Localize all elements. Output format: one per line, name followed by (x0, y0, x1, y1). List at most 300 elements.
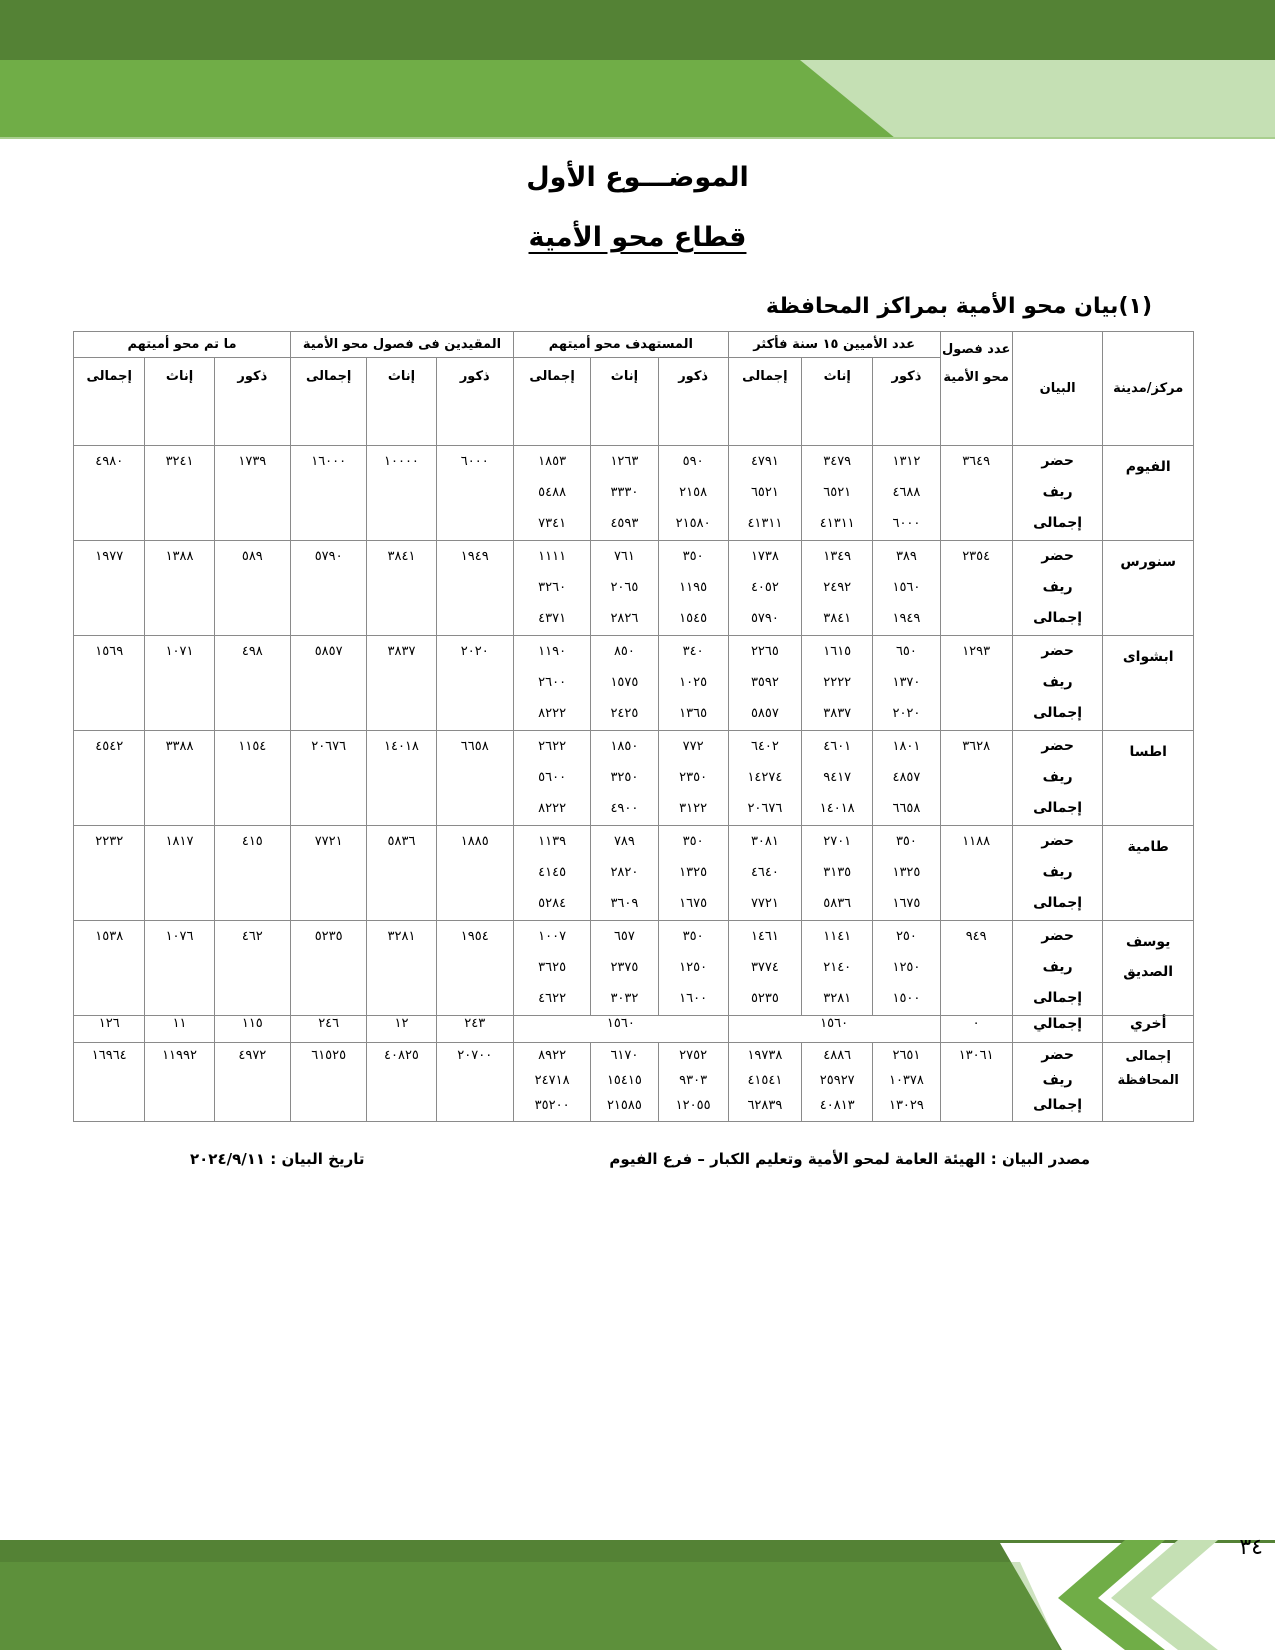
value: ١٨١٧ (165, 834, 194, 849)
value: ٢٠٦٧٦ (311, 739, 347, 754)
value: ٤٣٧١ (538, 611, 567, 626)
value: ١٣٠٢٩ (888, 1098, 924, 1113)
label-total: إجمالى (1033, 1097, 1083, 1113)
value: ٩٣٠٣ (679, 1073, 708, 1088)
page-title: الموضـــوع الأول (526, 162, 749, 193)
value: ١٠٠٧ (538, 929, 567, 944)
label-urban: حضر (1041, 928, 1074, 944)
done-male (214, 731, 290, 826)
ill-male (873, 826, 940, 921)
header-band (0, 0, 1275, 140)
value: ٦٥٧ (613, 929, 635, 944)
ill-male (873, 446, 940, 541)
data-date: تاريخ البيان : ٢٠٢٤/٩/١١ (190, 1150, 365, 1168)
tgt-female (591, 541, 658, 636)
value: ٣٢٥٠ (610, 770, 639, 785)
enr-male (436, 826, 513, 921)
classes-cell (940, 826, 1012, 921)
done-female (145, 1043, 214, 1122)
footer-band (0, 1540, 1275, 1650)
enr-female (367, 731, 436, 826)
tgt-male (658, 921, 728, 1016)
ill-total (728, 1043, 801, 1122)
value: ١٣٢٥ (679, 865, 708, 880)
value: ٢٥٩٢٧ (819, 1073, 855, 1088)
ill-total: ١٥٦٠ (728, 1016, 940, 1043)
statement-labels (1012, 921, 1103, 1016)
value: ١٩٧٣٨ (747, 1048, 783, 1063)
value: ٥٦٠٠ (538, 770, 567, 785)
label-urban: حضر (1041, 833, 1074, 849)
ill-total (728, 921, 801, 1016)
label-total: إجمالى (1033, 800, 1083, 816)
value: ٣٥٢٠٠ (534, 1098, 570, 1113)
value: ٤١٤٥ (538, 865, 567, 880)
header-male: ذكور (873, 358, 940, 446)
value: ١٦٧٥ (892, 896, 921, 911)
value: ٤١٥٤١ (747, 1073, 783, 1088)
enr-female (367, 541, 436, 636)
done-male (214, 541, 290, 636)
page-subtitle: قطاع محو الأمية (528, 222, 747, 253)
value: ٧٧٢ (682, 739, 704, 754)
value: ٤١٣١١ (819, 516, 855, 531)
enr-male (436, 636, 513, 731)
value: ١٨٥٣ (538, 454, 567, 469)
tgt-total (513, 1043, 590, 1122)
value: ١١٩٥ (679, 580, 708, 595)
statement-labels (1012, 636, 1103, 731)
statement-labels (1012, 1043, 1103, 1122)
page-number: ٣٤ (1239, 1535, 1263, 1560)
value: ١٥٦٩ (95, 644, 124, 659)
header-center: مركز/مدينة (1103, 332, 1194, 446)
value: ١٠٠٠٠ (384, 454, 419, 469)
value: ٩٤٩ (965, 929, 987, 944)
label-rural: ريف (1042, 959, 1073, 975)
header-targeted: المستهدف محو أميتهم (513, 332, 728, 358)
value: ٩٤١٧ (823, 770, 852, 785)
center-name: سنورس (1103, 541, 1194, 636)
done-total (74, 1043, 145, 1122)
value: ٥٢٣٥ (750, 991, 779, 1006)
header-female: إناث (591, 358, 658, 446)
value: ٣٦٢٨ (962, 739, 991, 754)
value: ٦٦٥٨ (460, 739, 489, 754)
tgt-male (658, 541, 728, 636)
done-total (74, 446, 145, 541)
done-total: ١٢٦ (74, 1016, 145, 1043)
value: ٣٠٨١ (750, 834, 779, 849)
value: ١٠٣٧٨ (888, 1073, 924, 1088)
value: ٤٠٥٢ (750, 580, 779, 595)
value: ٦٤٠٢ (750, 739, 779, 754)
tgt-total (513, 921, 590, 1016)
classes-cell: ٠ (940, 1016, 1012, 1043)
value: ٣٣٣٠ (610, 485, 639, 500)
label-rural: ريف (1042, 864, 1073, 880)
value: ٤٩٧٢ (238, 1048, 267, 1063)
tgt-female (591, 921, 658, 1016)
classes-cell (940, 636, 1012, 731)
value: ٤٦٨٨ (892, 485, 921, 500)
value: ٢٠٦٧٦ (747, 801, 783, 816)
header-male: ذكور (436, 358, 513, 446)
value: ١٢٠٥٥ (675, 1098, 711, 1113)
value: ٣٥٠ (682, 549, 704, 564)
value: ٣١٢٢ (679, 801, 708, 816)
enr-female (367, 1043, 436, 1122)
header-male: ذكور (658, 358, 728, 446)
value: ١٥٠٠ (892, 991, 921, 1006)
ill-female (802, 1043, 873, 1122)
value: ٢٠٢٠ (460, 644, 489, 659)
value: ١٥٧٥ (610, 675, 639, 690)
tgt-male (658, 446, 728, 541)
value: ١٩٤٩ (460, 549, 489, 564)
tgt-female (591, 446, 658, 541)
value: ٤٥٩٣ (610, 516, 639, 531)
value: ٤٩٠٠ (610, 801, 639, 816)
value: ١١٩٠ (538, 644, 567, 659)
value: ٨٢٢٢ (538, 801, 567, 816)
ill-female (802, 446, 873, 541)
value: ١٢٥٠ (679, 960, 708, 975)
value: ١١٨٨ (962, 834, 991, 849)
value: ٢٥٠ (895, 929, 917, 944)
value: ٢١٥٨ (679, 485, 708, 500)
value: ٢٣٥٤ (962, 549, 991, 564)
value: ٣٥٩٢ (750, 675, 779, 690)
ill-total (728, 826, 801, 921)
done-female (145, 826, 214, 921)
value: ٤١٥ (241, 834, 263, 849)
header-total: إجمالى (291, 358, 367, 446)
label-urban: حضر (1041, 1047, 1074, 1063)
value: ٧٣٤١ (538, 516, 567, 531)
value: ٣٨٣٧ (823, 706, 852, 721)
classes-cell (940, 1043, 1012, 1122)
enr-male (436, 921, 513, 1016)
value: ٥٨٣٦ (823, 896, 852, 911)
value: ٥٨٥٧ (314, 644, 343, 659)
label-total: إجمالى (1033, 990, 1083, 1006)
value: ٢٤٢٥ (610, 706, 639, 721)
value: ١٨٥٠ (610, 739, 639, 754)
value: ٤٦٢ (241, 929, 263, 944)
enr-total (291, 541, 367, 636)
value: ٦٥٠ (895, 644, 917, 659)
value: ١٧٣٩ (238, 454, 267, 469)
value: ٤١٣١١ (747, 516, 783, 531)
value: ٤٨٨٦ (823, 1048, 852, 1063)
enr-female (367, 826, 436, 921)
header-female: إناث (802, 358, 873, 446)
value: ٢١٤٠ (823, 960, 852, 975)
value: ١١٤١ (823, 929, 852, 944)
label-total: إجمالي (1012, 1016, 1103, 1043)
value: ٣٢٤١ (165, 454, 194, 469)
value: ٣٨٩ (895, 549, 917, 564)
done-male (214, 921, 290, 1016)
value: ١٩٥٤ (460, 929, 489, 944)
value: ٤٠٨١٣ (819, 1098, 855, 1113)
tgt-male (658, 731, 728, 826)
statement-labels (1012, 541, 1103, 636)
tgt-total (513, 731, 590, 826)
value: ٥٤٨٨ (538, 485, 567, 500)
label-total: إجمالى (1033, 705, 1083, 721)
data-source: مصدر البيان : الهيئة العامة لمحو الأمية وتعليم الكبار – فرع الفيوم (609, 1150, 1090, 1168)
table-row (74, 541, 1194, 636)
value: ١٣٧٠ (892, 675, 921, 690)
value: ٧٧٢١ (314, 834, 343, 849)
table-row (74, 921, 1194, 1016)
value: ٦٦٥٨ (892, 801, 921, 816)
value: ٢٢٣٢ (95, 834, 124, 849)
ill-female (802, 541, 873, 636)
value: ٥٩٠ (682, 454, 704, 469)
value: ١٣٢٥ (892, 865, 921, 880)
value: ١٦١٥ (823, 644, 852, 659)
enr-total (291, 636, 367, 731)
label-total: إجمالى (1033, 610, 1083, 626)
value: ٣٠٣٢ (610, 991, 639, 1006)
tgt-total (513, 636, 590, 731)
done-female: ١١ (145, 1016, 214, 1043)
ill-male (873, 731, 940, 826)
enr-female (367, 636, 436, 731)
tgt-total (513, 446, 590, 541)
value: ١٥٤١٥ (606, 1073, 642, 1088)
value: ١٨٠١ (892, 739, 921, 754)
ill-total (728, 731, 801, 826)
value: ١٢٦٣ (610, 454, 639, 469)
header-classes: عدد فصول محو الأمية (940, 332, 1012, 446)
tgt-male (658, 1043, 728, 1122)
done-male: ١١٥ (214, 1016, 290, 1043)
done-female (145, 541, 214, 636)
header-row-top (74, 332, 1194, 358)
done-total (74, 731, 145, 826)
value: ٦٠٠٠ (892, 516, 921, 531)
value: ٢٧٥٢ (679, 1048, 708, 1063)
value: ٥٧٩٠ (750, 611, 779, 626)
value: ١٦٠٠٠ (311, 454, 347, 469)
enr-total (291, 826, 367, 921)
center-name: يوسف الصديق (1103, 921, 1194, 1016)
enr-female (367, 921, 436, 1016)
value: ١٦٧٥ (679, 896, 708, 911)
value: ٣٥٠ (682, 834, 704, 849)
value: ٤٧٩١ (750, 454, 779, 469)
header-enrolled: المقيدين فى فصول محو الأمية (291, 332, 514, 358)
label-total: إجمالى (1033, 895, 1083, 911)
tgt-total (513, 541, 590, 636)
value: ٥٧٩٠ (314, 549, 343, 564)
table-title: (١)بيان محو الأمية بمراكز المحافظة (765, 294, 1152, 319)
ill-male (873, 636, 940, 731)
label-urban: حضر (1041, 738, 1074, 754)
value: ١٠٧٦ (165, 929, 194, 944)
ill-female (802, 731, 873, 826)
header-illiterate: عدد الأميين ١٥ سنة فأكثر (728, 332, 940, 358)
enr-male (436, 541, 513, 636)
value: ٣٥٠ (895, 834, 917, 849)
header-female: إناث (145, 358, 214, 446)
table-row (74, 731, 1194, 826)
value: ٢١٥٨٠ (675, 516, 711, 531)
done-male (214, 1043, 290, 1122)
statement-labels (1012, 826, 1103, 921)
done-female (145, 921, 214, 1016)
value: ٣٤٧٩ (823, 454, 852, 469)
ill-total (728, 636, 801, 731)
value: ٢٢٦٥ (750, 644, 779, 659)
value: ١١١١ (538, 549, 567, 564)
value: ٦٥٢١ (750, 485, 779, 500)
value: ١٣٨٨ (165, 549, 194, 564)
label-rural: ريف (1042, 484, 1073, 500)
value: ٦٠٠٠ (460, 454, 489, 469)
value: ١٠٢٥ (679, 675, 708, 690)
value: ٢٨٢٠ (610, 865, 639, 880)
tgt-total: ١٥٦٠ (513, 1016, 728, 1043)
value: ٥٢٣٥ (314, 929, 343, 944)
enr-total (291, 731, 367, 826)
value: ٣٥٠ (682, 929, 704, 944)
value: ١٩٤٩ (892, 611, 921, 626)
value: ٢٨٢٦ (610, 611, 639, 626)
center-name: اطسا (1103, 731, 1194, 826)
done-total (74, 826, 145, 921)
value: ٤٩٨ (241, 644, 263, 659)
header-total: إجمالى (74, 358, 145, 446)
value: ٥٢٨٤ (538, 896, 567, 911)
value: ٨٥٠ (613, 644, 635, 659)
value: ١٣٤٩ (823, 549, 852, 564)
value: ٤٦٢٢ (538, 991, 567, 1006)
center-name: أخري (1103, 1016, 1194, 1043)
value: ٦٥٢١ (823, 485, 852, 500)
value: ٨٩٢٢ (538, 1048, 567, 1063)
label-rural: ريف (1042, 579, 1073, 595)
statement-labels (1012, 731, 1103, 826)
ill-male (873, 921, 940, 1016)
value: ٢٣٧٥ (610, 960, 639, 975)
label-total: إجمالى (1033, 515, 1083, 531)
value: ٢١٥٨٥ (606, 1098, 642, 1113)
done-total (74, 636, 145, 731)
value: ١٤٢٧٤ (747, 770, 783, 785)
center-name: ابشواى (1103, 636, 1194, 731)
value: ٣٢٨١ (823, 991, 852, 1006)
ill-female (802, 921, 873, 1016)
label-urban: حضر (1041, 548, 1074, 564)
value: ٦٢٨٣٩ (747, 1098, 783, 1113)
tgt-female (591, 826, 658, 921)
ill-male (873, 1043, 940, 1122)
value: ٢٠٢٠ (892, 706, 921, 721)
enr-female: ١٢ (367, 1016, 436, 1043)
value: ٦١٥٢٥ (311, 1048, 347, 1063)
label-urban: حضر (1041, 643, 1074, 659)
ill-total (728, 446, 801, 541)
value: ٤٦٤٠ (750, 865, 779, 880)
tgt-total (513, 826, 590, 921)
ill-male (873, 541, 940, 636)
enr-male (436, 1043, 513, 1122)
value: ١٣٠٦١ (958, 1048, 994, 1063)
enr-male: ٢٤٣ (436, 1016, 513, 1043)
value: ١٤٦١ (750, 929, 779, 944)
value: ٤٥٤٢ (95, 739, 124, 754)
value: ١٥٤٥ (679, 611, 708, 626)
tgt-female (591, 636, 658, 731)
value: ١٦٩٦٤ (91, 1048, 127, 1063)
ill-female (802, 826, 873, 921)
classes-cell (940, 921, 1012, 1016)
value: ٢٣٥٠ (679, 770, 708, 785)
value: ١٢٥٠ (892, 960, 921, 975)
value: ١٢٩٣ (962, 644, 991, 659)
value: ٢٠٧٠٠ (457, 1048, 493, 1063)
table-row (74, 636, 1194, 731)
classes-cell (940, 446, 1012, 541)
enr-total (291, 446, 367, 541)
value: ٣٨٤١ (823, 611, 852, 626)
label-rural: ريف (1042, 769, 1073, 785)
done-male (214, 446, 290, 541)
value: ١٩٧٧ (95, 549, 124, 564)
center-name: طامية (1103, 826, 1194, 921)
tgt-female (591, 1043, 658, 1122)
value: ٧٨٩ (613, 834, 635, 849)
table-row (74, 826, 1194, 921)
value: ١٤٠١٨ (384, 739, 419, 754)
value: ٢٦٢٢ (538, 739, 567, 754)
label-urban: حضر (1041, 453, 1074, 469)
value: ١٧٣٨ (750, 549, 779, 564)
value: ١٨٨٥ (460, 834, 489, 849)
value: ٣٢٨١ (387, 929, 416, 944)
value: ١١٩٩٢ (162, 1048, 197, 1063)
value: ٧٦١ (613, 549, 635, 564)
label-rural: ريف (1042, 674, 1073, 690)
value: ٥٨٣٦ (387, 834, 416, 849)
tgt-female (591, 731, 658, 826)
header-female: إناث (367, 358, 436, 446)
ill-female (802, 636, 873, 731)
done-female (145, 446, 214, 541)
enr-total (291, 1043, 367, 1122)
value: ٥٨٩ (241, 549, 263, 564)
header-male: ذكور (214, 358, 290, 446)
value: ٣٦٢٥ (538, 960, 567, 975)
statement-labels (1012, 446, 1103, 541)
done-female (145, 731, 214, 826)
tgt-male (658, 826, 728, 921)
value: ٣٢٦٠ (538, 580, 567, 595)
tgt-male (658, 636, 728, 731)
enr-male (436, 731, 513, 826)
value: ٨٢٢٢ (538, 706, 567, 721)
value: ٣٨٣٧ (387, 644, 416, 659)
label-rural: ريف (1042, 1072, 1073, 1088)
done-male (214, 826, 290, 921)
table-row (74, 446, 1194, 541)
value: ١١٣٩ (538, 834, 567, 849)
